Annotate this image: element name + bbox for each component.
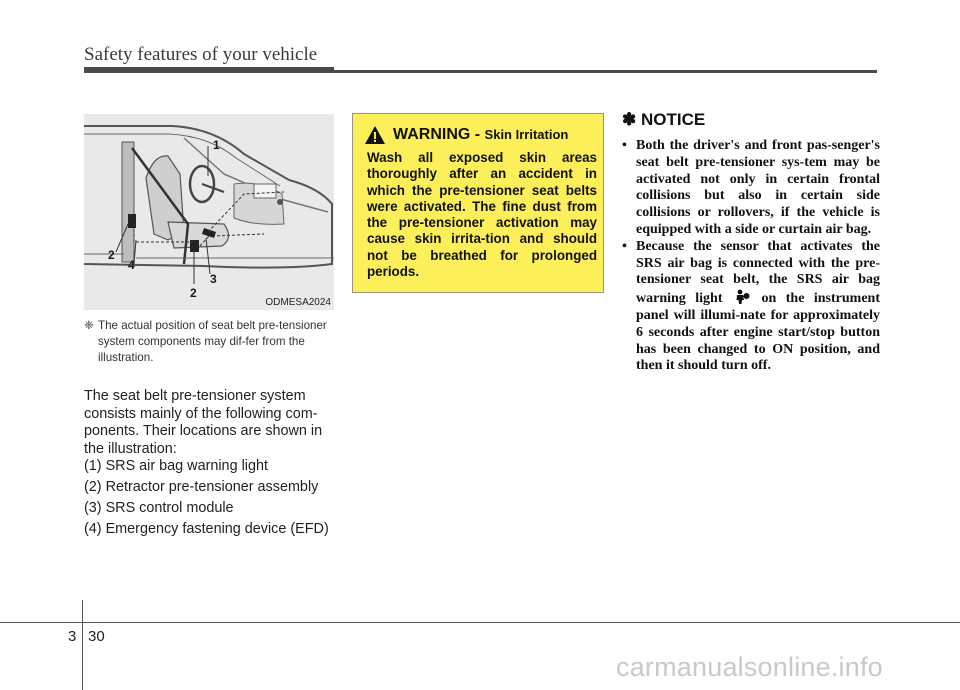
notice-list [622,138,880,375]
notice-item-text-after: on the instrument panel will illumi-nate for approximately 6 seconds after engine start/stop button has been changed to ON position, and then it should turn off. [636,291,880,374]
callout-4: 4 [128,258,135,272]
figure-code: ODMESA2024 [265,297,331,308]
warning-text: Wash all exposed skin areas thoroughly after an accident in which the pre-tensioner seat belts were activated. The fine dust from the pre-tensioner activation may cause skin irrita-tion and should not be breathed for prolonged periods. [367,150,597,280]
page-number: 30 [88,628,105,645]
warning-title-main: WARNING - [393,126,485,143]
notice-item-text-before: Because the sensor that activates the SRS air bag is connected with the pre-tensioner seat belt, the SRS air bag warning light [636,238,880,307]
footer-divider-horizontal [0,622,960,623]
car-interior-drawing [84,114,334,310]
notice-item-2 [622,239,880,375]
component-list [84,456,340,540]
illustration-note [84,318,336,366]
notice-title: ✽ NOTICE [622,110,706,129]
notice-item-1 [622,138,880,239]
section-number: 3 [68,628,77,645]
bullet: • [622,138,627,153]
footer-divider-vertical [82,600,83,690]
bullet: • [622,238,627,254]
callout-2-left: 2 [108,248,115,262]
header-rule [84,70,877,73]
warning-subtitle: Skin Irritation [484,127,569,142]
note-text: The actual position of seat belt pre-tensioner system components may dif-fer from the illustration. [98,319,327,364]
callout-1: 1 [213,138,220,152]
pretensioner-illustration [84,114,334,310]
list-item: (2) Retractor pre-tensioner assembly [84,479,319,495]
warning-title [393,126,568,144]
callout-2-bottom: 2 [190,286,197,300]
watermark: carmanualsonline.info [616,652,883,682]
warning-box [352,113,604,293]
list-item: (1) SRS air bag warning light [84,458,268,474]
notice-item-text: Both the driver's and front pas-senger's seat belt pre-tensioner sys-tem may be activated not only in certain frontal collisions but also in certain side collisions or rollovers, if the vehicle is equipped with a side or curtain air bag. [636,138,880,237]
airbag-warning-icon [734,289,750,305]
intro-paragraph: The seat belt pre-tensioner system consists mainly of the following com-ponents. Their locations are shown in the illustration: [84,388,323,457]
list-item: (4) Emergency fastening device (EFD) [84,521,329,537]
list-item: (3) SRS control module [84,500,234,516]
page-header-title: Safety features of your vehicle [84,44,318,65]
warning-triangle-icon [363,124,387,146]
note-mark: ❈ [84,319,94,332]
callout-3: 3 [210,272,217,286]
